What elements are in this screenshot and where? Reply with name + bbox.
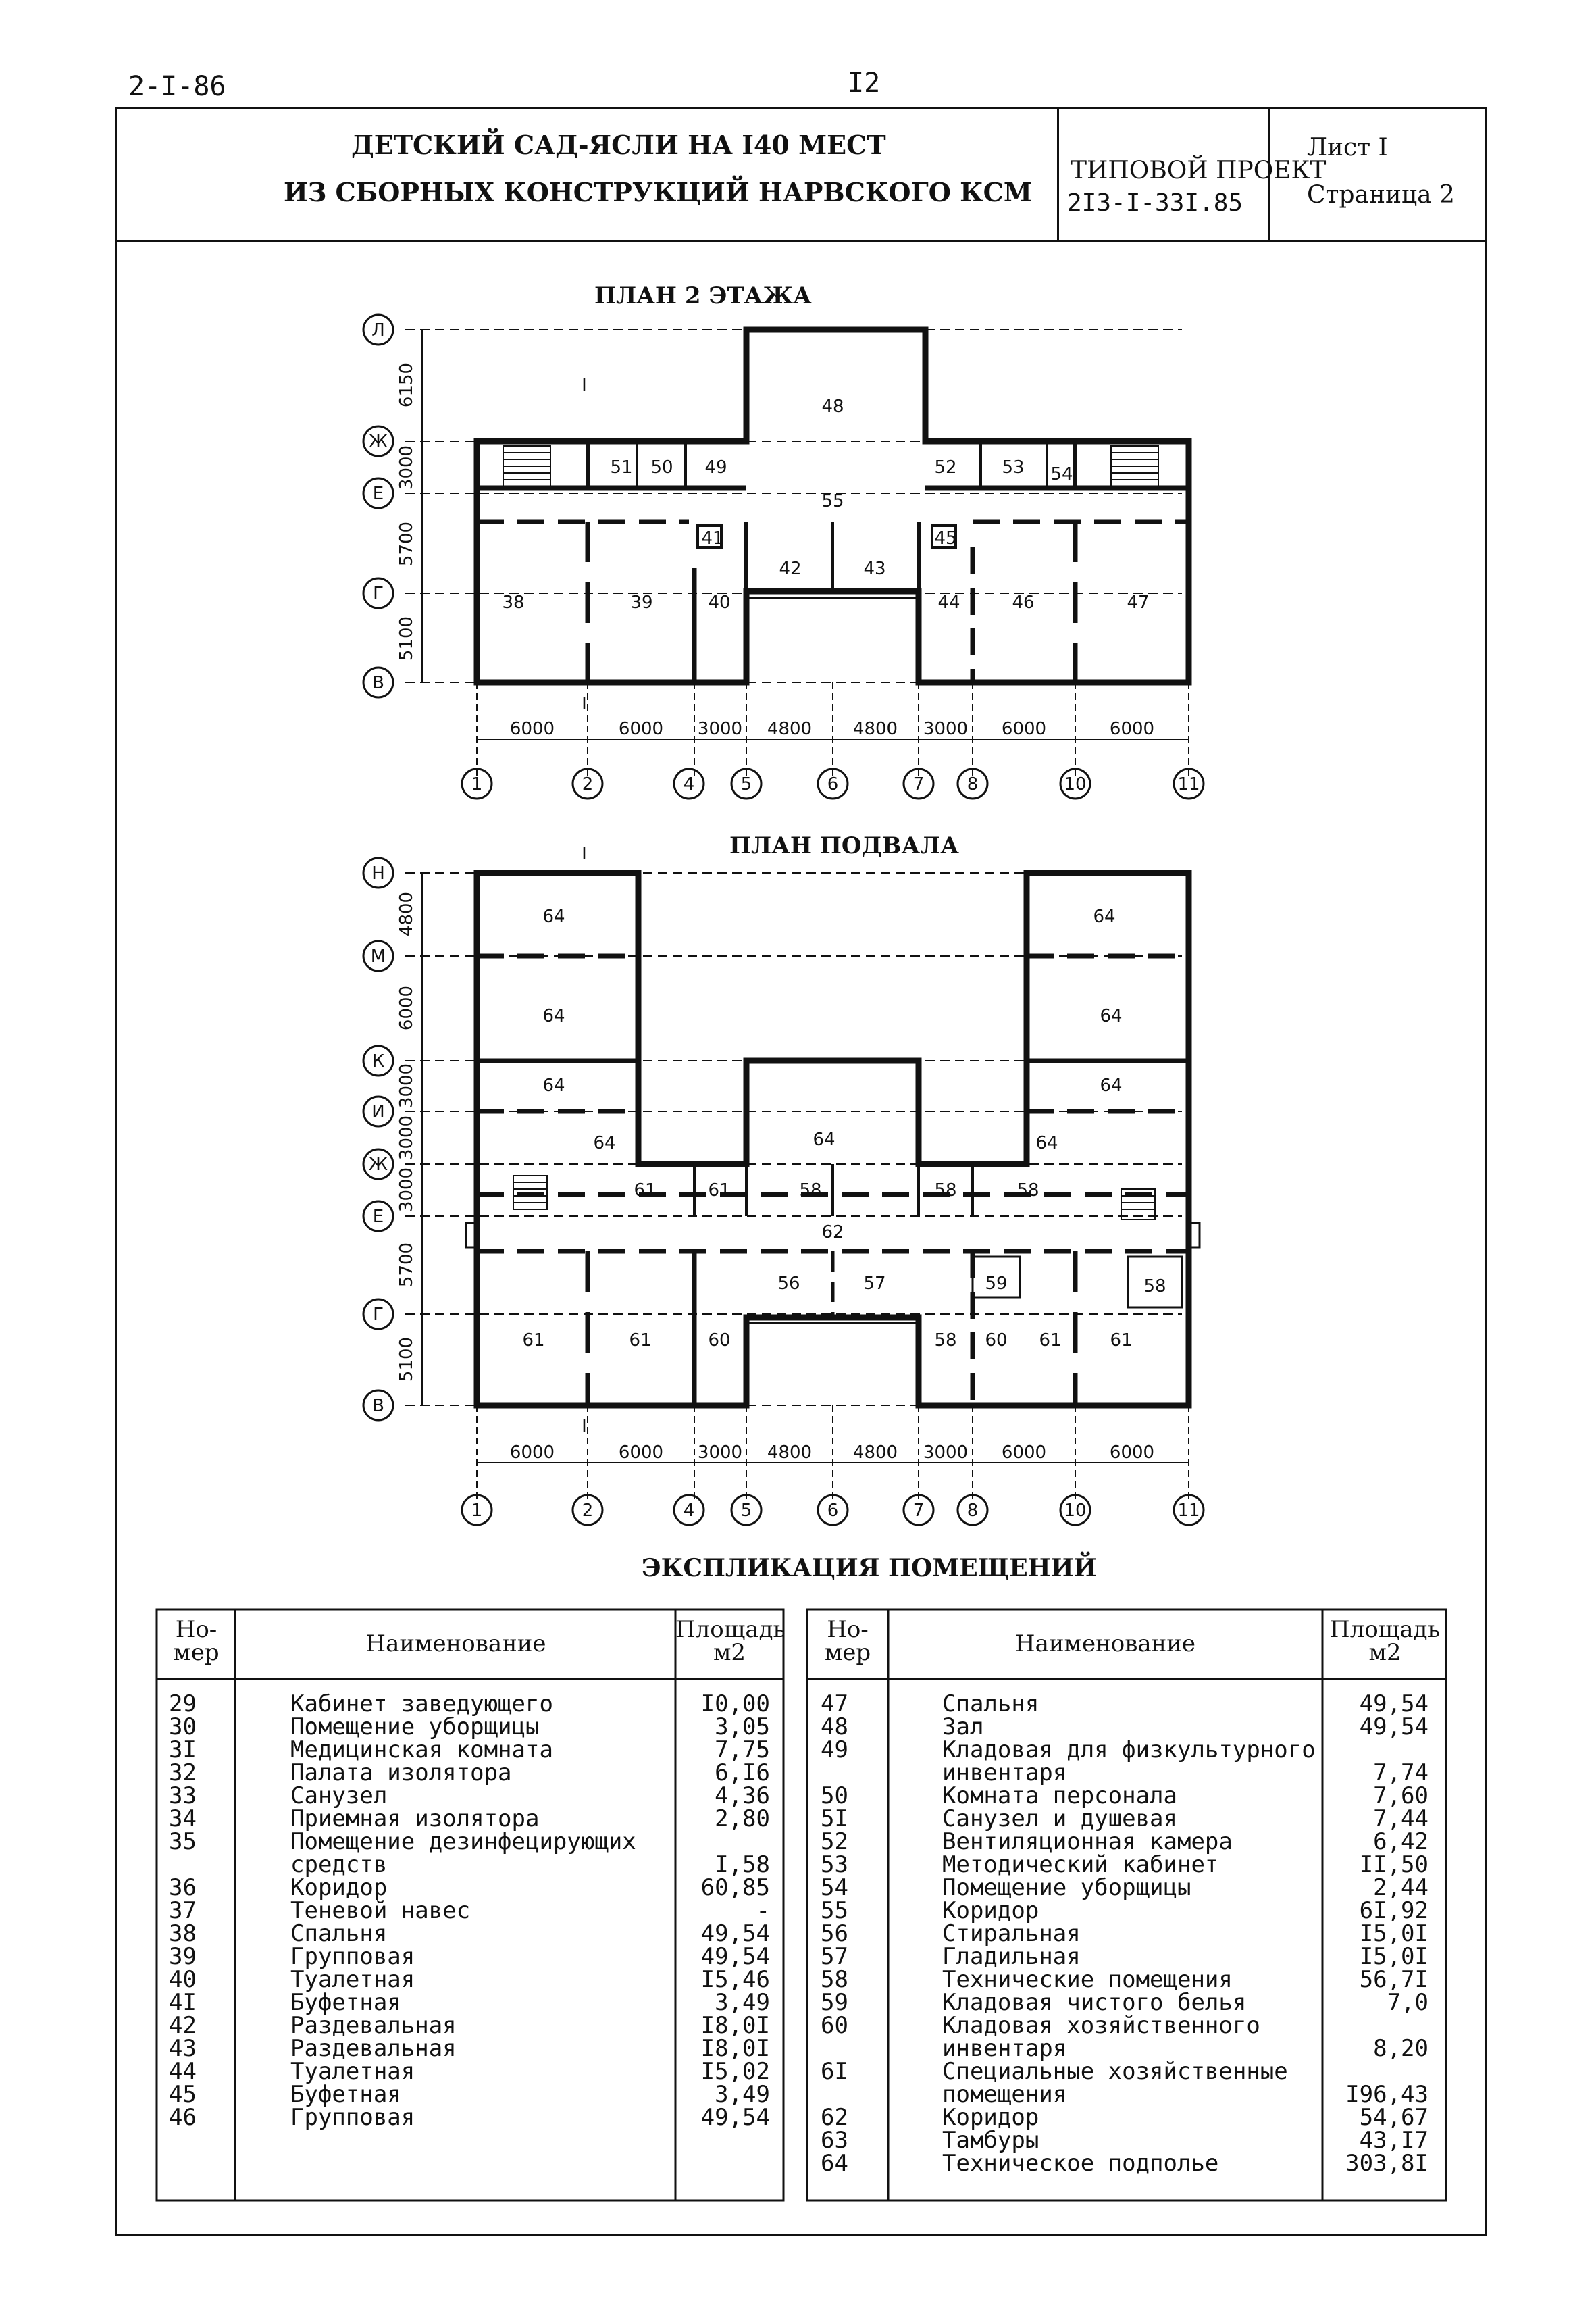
row-area: 3,05 [715, 1713, 770, 1740]
section-mark: I [582, 375, 587, 395]
axis-label: В [372, 673, 384, 693]
explication-right-list [807, 1692, 1449, 2192]
plan2-drawing [351, 311, 1283, 818]
room-number: 64 [813, 1130, 835, 1150]
project-code: 2I3-I-33I.85 [1067, 189, 1243, 217]
axis-label: 10 [1064, 774, 1087, 795]
dim-label: 3000 [396, 445, 417, 491]
axis-label: 8 [967, 1501, 979, 1521]
axis-label: 8 [967, 774, 979, 795]
row-area: 6,42 [1373, 1828, 1428, 1855]
row-name: Групповая [290, 2104, 415, 2131]
axis-label: 5 [740, 1501, 752, 1521]
room-number: 62 [821, 1222, 844, 1242]
room-number: 44 [937, 593, 960, 613]
row-area: I5,0I [1359, 1943, 1428, 1970]
room-number: 64 [1093, 907, 1116, 927]
room-number: 40 [708, 593, 731, 613]
dim-label: 3000 [396, 1115, 417, 1161]
row-number: 36 [169, 1874, 197, 1901]
room-number: 59 [985, 1274, 1008, 1294]
row-name: Гладильная [942, 1943, 1081, 1970]
room-number: 58 [934, 1330, 957, 1351]
row-area: 6I,92 [1359, 1897, 1428, 1924]
row-number: 53 [821, 1851, 848, 1878]
row-area: 43,I7 [1359, 2127, 1428, 2154]
row-number: 49 [821, 1736, 848, 1763]
row-name: Технические помещения [942, 1966, 1233, 1993]
row-area: 49,54 [1359, 1713, 1428, 1740]
axis-label: М [370, 947, 386, 967]
dim-label: 4800 [852, 1442, 898, 1463]
row-area: I5,0I [1359, 1920, 1428, 1947]
axis-label: 4 [683, 1501, 695, 1521]
dim-label: 4800 [767, 1442, 813, 1463]
row-area: 3,49 [715, 2081, 770, 2108]
row-name: Помещение уборщицы [290, 1713, 540, 1740]
room-number: 48 [821, 397, 844, 417]
col-head-area-right [1322, 1618, 1447, 1664]
row-number: 43 [169, 2035, 197, 2062]
row-number: 62 [821, 2104, 848, 2131]
document-code: 2-I-86 [128, 71, 226, 102]
dim-label: 3000 [697, 719, 743, 739]
row-name: средств [290, 1851, 388, 1878]
section-mark: I [582, 1417, 587, 1437]
basement-drawing [351, 838, 1283, 1540]
row-number: 60 [821, 2012, 848, 2039]
title-line-2: ИЗ СБОРНЫХ КОНСТРУКЦИЙ НАРВСКОГО КСМ [284, 177, 1032, 207]
row-name: Помещение дезинфецирующих [290, 1828, 636, 1855]
room-number: 54 [1050, 464, 1073, 484]
explication-title: ЭКСПЛИКАЦИЯ ПОМЕЩЕНИЙ [642, 1554, 1097, 1582]
row-area: I8,0I [700, 2012, 770, 2039]
col-head-text: мер [173, 1639, 220, 1666]
axis-label: 5 [740, 774, 752, 795]
axis-label: В [372, 1396, 384, 1416]
row-number: 58 [821, 1966, 848, 1993]
row-name: Спальня [290, 1920, 388, 1947]
row-number: 47 [821, 1690, 848, 1717]
row-number: 3I [169, 1736, 197, 1763]
row-name: помещения [942, 2081, 1067, 2108]
row-number: 30 [169, 1713, 197, 1740]
row-name: Коридор [942, 1897, 1039, 1924]
room-number: 64 [1100, 1006, 1123, 1026]
row-name: Методический кабинет [942, 1851, 1219, 1878]
row-name: Техническое подполье [942, 2150, 1219, 2177]
row-area: 2,44 [1373, 1874, 1428, 1901]
dim-label: 6000 [1109, 719, 1155, 739]
row-number: 54 [821, 1874, 848, 1901]
row-name: Зал [942, 1713, 984, 1740]
row-name: Групповая [290, 1943, 415, 1970]
axis-label: И [371, 1102, 385, 1122]
row-name: Кладовая для физкультурного [942, 1736, 1316, 1763]
row-number: 46 [169, 2104, 197, 2131]
row-area: I0,00 [700, 1690, 770, 1717]
row-number: 48 [821, 1713, 848, 1740]
row-name: Кладовая хозяйственного [942, 2012, 1260, 2039]
row-name: Туалетная [290, 2058, 415, 2085]
room-number: 64 [1100, 1076, 1123, 1096]
row-area: I,58 [715, 1851, 770, 1878]
row-name: Приемная изолятора [290, 1805, 540, 1832]
row-number: 42 [169, 2012, 197, 2039]
row-name: Коридор [942, 2104, 1039, 2131]
room-number: 61 [708, 1180, 731, 1201]
dim-label: 4800 [767, 719, 813, 739]
axis-label: 2 [582, 774, 594, 795]
room-number: 61 [1039, 1330, 1062, 1351]
col-head-text: м2 [713, 1639, 746, 1666]
row-area: 2,80 [715, 1805, 770, 1832]
row-area: 8,20 [1373, 2035, 1428, 2062]
axis-label: Л [371, 320, 385, 341]
room-number: 50 [650, 457, 673, 478]
row-number: 5I [821, 1805, 848, 1832]
row-number: 63 [821, 2127, 848, 2154]
room-number: 42 [779, 559, 802, 579]
room-number: 51 [610, 457, 633, 478]
page-number: I2 [848, 68, 881, 99]
row-number: 6I [821, 2058, 848, 2085]
row-number: 45 [169, 2081, 197, 2108]
dim-label: 5700 [396, 1242, 417, 1288]
room-number: 64 [1035, 1133, 1058, 1153]
plan2-title: ПЛАН 2 ЭТАЖА [594, 282, 812, 309]
dim-label: 6000 [509, 719, 555, 739]
row-name: Туалетная [290, 1966, 415, 1993]
dim-label: 6000 [618, 1442, 664, 1463]
row-area: 7,0 [1387, 1989, 1428, 2016]
dim-label: 6000 [618, 719, 664, 739]
row-number: 35 [169, 1828, 197, 1855]
title-divider [1057, 107, 1059, 242]
row-number: 34 [169, 1805, 197, 1832]
dim-label: 3000 [396, 1167, 417, 1213]
dim-label: 4800 [852, 719, 898, 739]
room-number: 60 [708, 1330, 731, 1351]
dim-label: 6000 [509, 1442, 555, 1463]
room-number: 49 [704, 457, 727, 478]
col-head-num-left [157, 1618, 235, 1664]
axis-label: Г [373, 584, 384, 604]
axis-label: Ж [368, 432, 388, 452]
row-number: 56 [821, 1920, 848, 1947]
section-mark: I [582, 694, 587, 714]
axis-label: 1 [471, 1501, 483, 1521]
room-number: 64 [593, 1133, 616, 1153]
row-area: 7,74 [1373, 1759, 1428, 1786]
room-number: 58 [1143, 1276, 1166, 1297]
dim-label: 5700 [396, 521, 417, 567]
row-area: 49,54 [1359, 1690, 1428, 1717]
basement-title: ПЛАН ПОДВАЛА [729, 832, 959, 859]
row-name: Спальня [942, 1690, 1039, 1717]
row-number: 57 [821, 1943, 848, 1970]
row-name: Помещение уборщицы [942, 1874, 1191, 1901]
row-name: Медицинская комната [290, 1736, 553, 1763]
col-head-name-left: Наименование [365, 1630, 546, 1657]
room-number: 58 [1016, 1180, 1039, 1201]
row-area: II,50 [1359, 1851, 1428, 1878]
axis-label: 2 [582, 1501, 594, 1521]
dim-label: 5100 [396, 615, 417, 661]
row-name: Стиральная [942, 1920, 1081, 1947]
row-number: 40 [169, 1966, 197, 1993]
row-name: Санузел [290, 1782, 388, 1809]
row-name: Палата изолятора [290, 1759, 512, 1786]
row-number: 44 [169, 2058, 197, 2085]
room-number: 64 [542, 1006, 565, 1026]
axis-label: 6 [827, 1501, 839, 1521]
row-number: 32 [169, 1759, 197, 1786]
room-number: 43 [863, 559, 886, 579]
row-area: 7,60 [1373, 1782, 1428, 1809]
row-area: 3,49 [715, 1989, 770, 2016]
row-name: Раздевальная [290, 2035, 457, 2062]
axis-label: 7 [912, 774, 925, 795]
row-area: 60,85 [700, 1874, 770, 1901]
col-head-text: Площадь [1329, 1616, 1441, 1643]
row-name: Кладовая чистого белья [942, 1989, 1247, 2016]
dim-label: 6150 [396, 362, 417, 408]
row-name: инвентаря [942, 2035, 1067, 2062]
room-number: 61 [522, 1330, 545, 1351]
dim-label: 6000 [1001, 1442, 1047, 1463]
dim-label: 3000 [697, 1442, 743, 1463]
row-number: 29 [169, 1690, 197, 1717]
row-area: 49,54 [700, 1920, 770, 1947]
row-number: 50 [821, 1782, 848, 1809]
dim-label: 6000 [396, 985, 417, 1031]
row-number: 39 [169, 1943, 197, 1970]
room-number: 61 [634, 1180, 657, 1201]
row-area: 303,8I [1345, 2150, 1428, 2177]
axis-label: 1 [471, 774, 483, 795]
row-number: 55 [821, 1897, 848, 1924]
row-area: I96,43 [1345, 2081, 1428, 2108]
row-name: Вентиляционная камера [942, 1828, 1233, 1855]
room-number: 64 [542, 907, 565, 927]
col-head-area-left [675, 1616, 786, 1666]
row-name: Коридор [290, 1874, 388, 1901]
sheet-label: Лист I [1307, 134, 1388, 161]
axis-label: Н [371, 863, 385, 884]
row-name: Тамбуры [942, 2127, 1039, 2154]
dim-label: 5100 [396, 1336, 417, 1382]
room-number: 46 [1012, 593, 1035, 613]
col-head-text: мер [824, 1639, 871, 1666]
dim-label: 3000 [923, 1442, 969, 1463]
row-area: 7,44 [1373, 1805, 1428, 1832]
col-head-text: Но- [827, 1616, 869, 1643]
axis-label: Е [372, 484, 384, 504]
axis-label: 11 [1177, 774, 1200, 795]
dim-label: 6000 [1109, 1442, 1155, 1463]
row-area: 56,7I [1359, 1966, 1428, 1993]
row-area: - [756, 1897, 770, 1924]
row-name: инвентаря [942, 1759, 1067, 1786]
dim-label: 4800 [396, 891, 417, 937]
row-name: Буфетная [290, 2081, 401, 2108]
row-number: 64 [821, 2150, 848, 2177]
room-number: 56 [777, 1274, 800, 1294]
room-number: 64 [542, 1076, 565, 1096]
axis-label: 10 [1064, 1501, 1087, 1521]
section-mark: I [582, 844, 587, 864]
axis-label: 11 [1177, 1501, 1200, 1521]
room-number: 57 [863, 1274, 886, 1294]
room-number: 52 [934, 457, 957, 478]
col-head-text: Площадь [675, 1616, 786, 1643]
row-area: 6,I6 [715, 1759, 770, 1786]
room-number: 47 [1127, 593, 1150, 613]
row-area: I5,46 [700, 1966, 770, 1993]
explication-left-list [155, 1692, 783, 2192]
dim-label: 3000 [923, 719, 969, 739]
row-number: 52 [821, 1828, 848, 1855]
col-head-num-right [808, 1618, 887, 1664]
row-area: 7,75 [715, 1736, 770, 1763]
room-number: 45 [934, 528, 957, 549]
row-area: I8,0I [700, 2035, 770, 2062]
axis-label: Ж [368, 1155, 388, 1175]
row-number: 59 [821, 1989, 848, 2016]
row-name: Кабинет заведующего [290, 1690, 553, 1717]
row-number: 37 [169, 1897, 197, 1924]
row-name: Буфетная [290, 1989, 401, 2016]
row-area: 54,67 [1359, 2104, 1428, 2131]
col-head-text: м2 [1368, 1639, 1401, 1666]
room-number: 61 [1110, 1330, 1133, 1351]
page-label: Страница 2 [1307, 181, 1455, 209]
axis-label: К [371, 1051, 385, 1072]
axis-label: Е [372, 1207, 384, 1227]
row-name: Теневой навес [290, 1897, 471, 1924]
row-area: 49,54 [700, 2104, 770, 2131]
dim-label: 6000 [1001, 719, 1047, 739]
col-head-name-right: Наименование [1014, 1630, 1196, 1657]
row-name: Санузел и душевая [942, 1805, 1177, 1832]
dim-label: 3000 [396, 1063, 417, 1109]
room-number: 58 [934, 1180, 957, 1201]
axis-label: 4 [683, 774, 695, 795]
room-number: 55 [821, 491, 844, 511]
row-number: 33 [169, 1782, 197, 1809]
title-line-1: ДЕТСКИЙ САД-ЯСЛИ НА I40 МЕСТ [351, 130, 886, 160]
axis-label: 7 [912, 1501, 925, 1521]
row-number: 4I [169, 1989, 197, 2016]
row-name: Раздевальная [290, 2012, 457, 2039]
row-number: 38 [169, 1920, 197, 1947]
row-area: I5,02 [700, 2058, 770, 2085]
row-name: Специальные хозяйственные [942, 2058, 1288, 2085]
row-name: Комната персонала [942, 1782, 1177, 1809]
room-number: 39 [630, 593, 653, 613]
room-number: 41 [701, 528, 724, 549]
axis-label: 6 [827, 774, 839, 795]
row-area: 49,54 [700, 1943, 770, 1970]
axis-label: Г [373, 1305, 384, 1325]
room-number: 60 [985, 1330, 1008, 1351]
room-number: 61 [629, 1330, 652, 1351]
room-number: 53 [1002, 457, 1025, 478]
project-label: ТИПОВОЙ ПРОЕКТ [1071, 157, 1327, 184]
room-number: 38 [502, 593, 525, 613]
room-number: 58 [799, 1180, 822, 1201]
col-head-text: Но- [175, 1616, 217, 1643]
row-area: 4,36 [715, 1782, 770, 1809]
